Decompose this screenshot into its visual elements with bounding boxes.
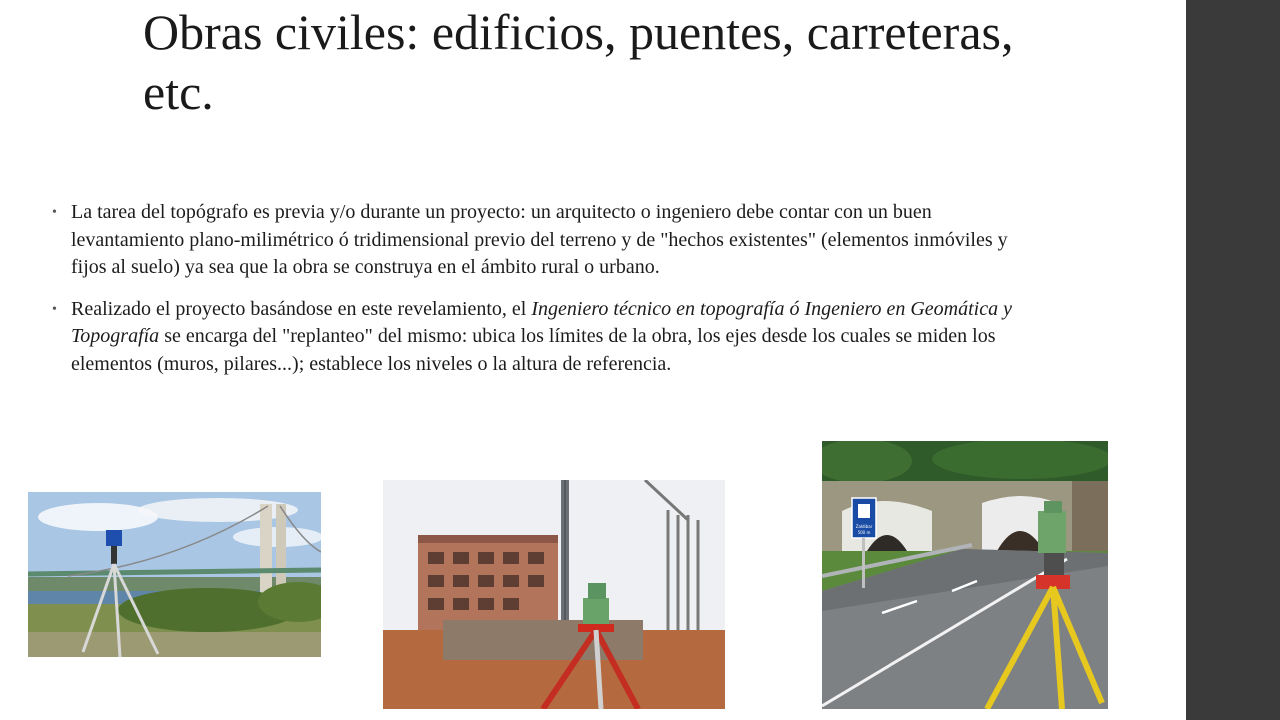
road-sign-distance: 500 m <box>857 530 871 535</box>
bullet-1-text: La tarea del topógrafo es previa y/o durante un proyecto: un arquitecto o ingeniero debe contar con un buen levantamiento plano-milimétrico ó tridimensional previo del terreno y de "hechos existentes" (elementos inmóviles y fijos al suelo) ya sea que la obra se construya en el ámbito rural o urbano. <box>71 201 1008 278</box>
construction-site-photo <box>383 480 725 709</box>
right-sidebar-band <box>1186 0 1280 720</box>
bullet-2-text-start: Realizado el proyecto basándose en este revelamiento, el <box>71 297 532 320</box>
road-tunnel-photo <box>822 441 1108 709</box>
bullet-2-text-end: se encarga del "replanteo" del mismo: ubica los límites de la obra, los ejes desde los cuales se miden los elementos (muros, pilares...); establece los niveles o la altura de referencia. <box>71 325 996 375</box>
bullet-item-1 <box>52 199 1012 282</box>
bullet-2-italic-role: Ingeniero técnico en topografía ó Ingeniero en Geomática y Topografía <box>71 297 1012 347</box>
bullet-item-2 <box>52 296 1012 379</box>
slide-title: Obras civiles: edificios, puentes, carreteras, etc. <box>143 4 1014 120</box>
bullet-list <box>52 199 1012 392</box>
bridge-survey-photo <box>28 492 321 657</box>
road-sign-name: Zaldibar <box>855 524 873 529</box>
